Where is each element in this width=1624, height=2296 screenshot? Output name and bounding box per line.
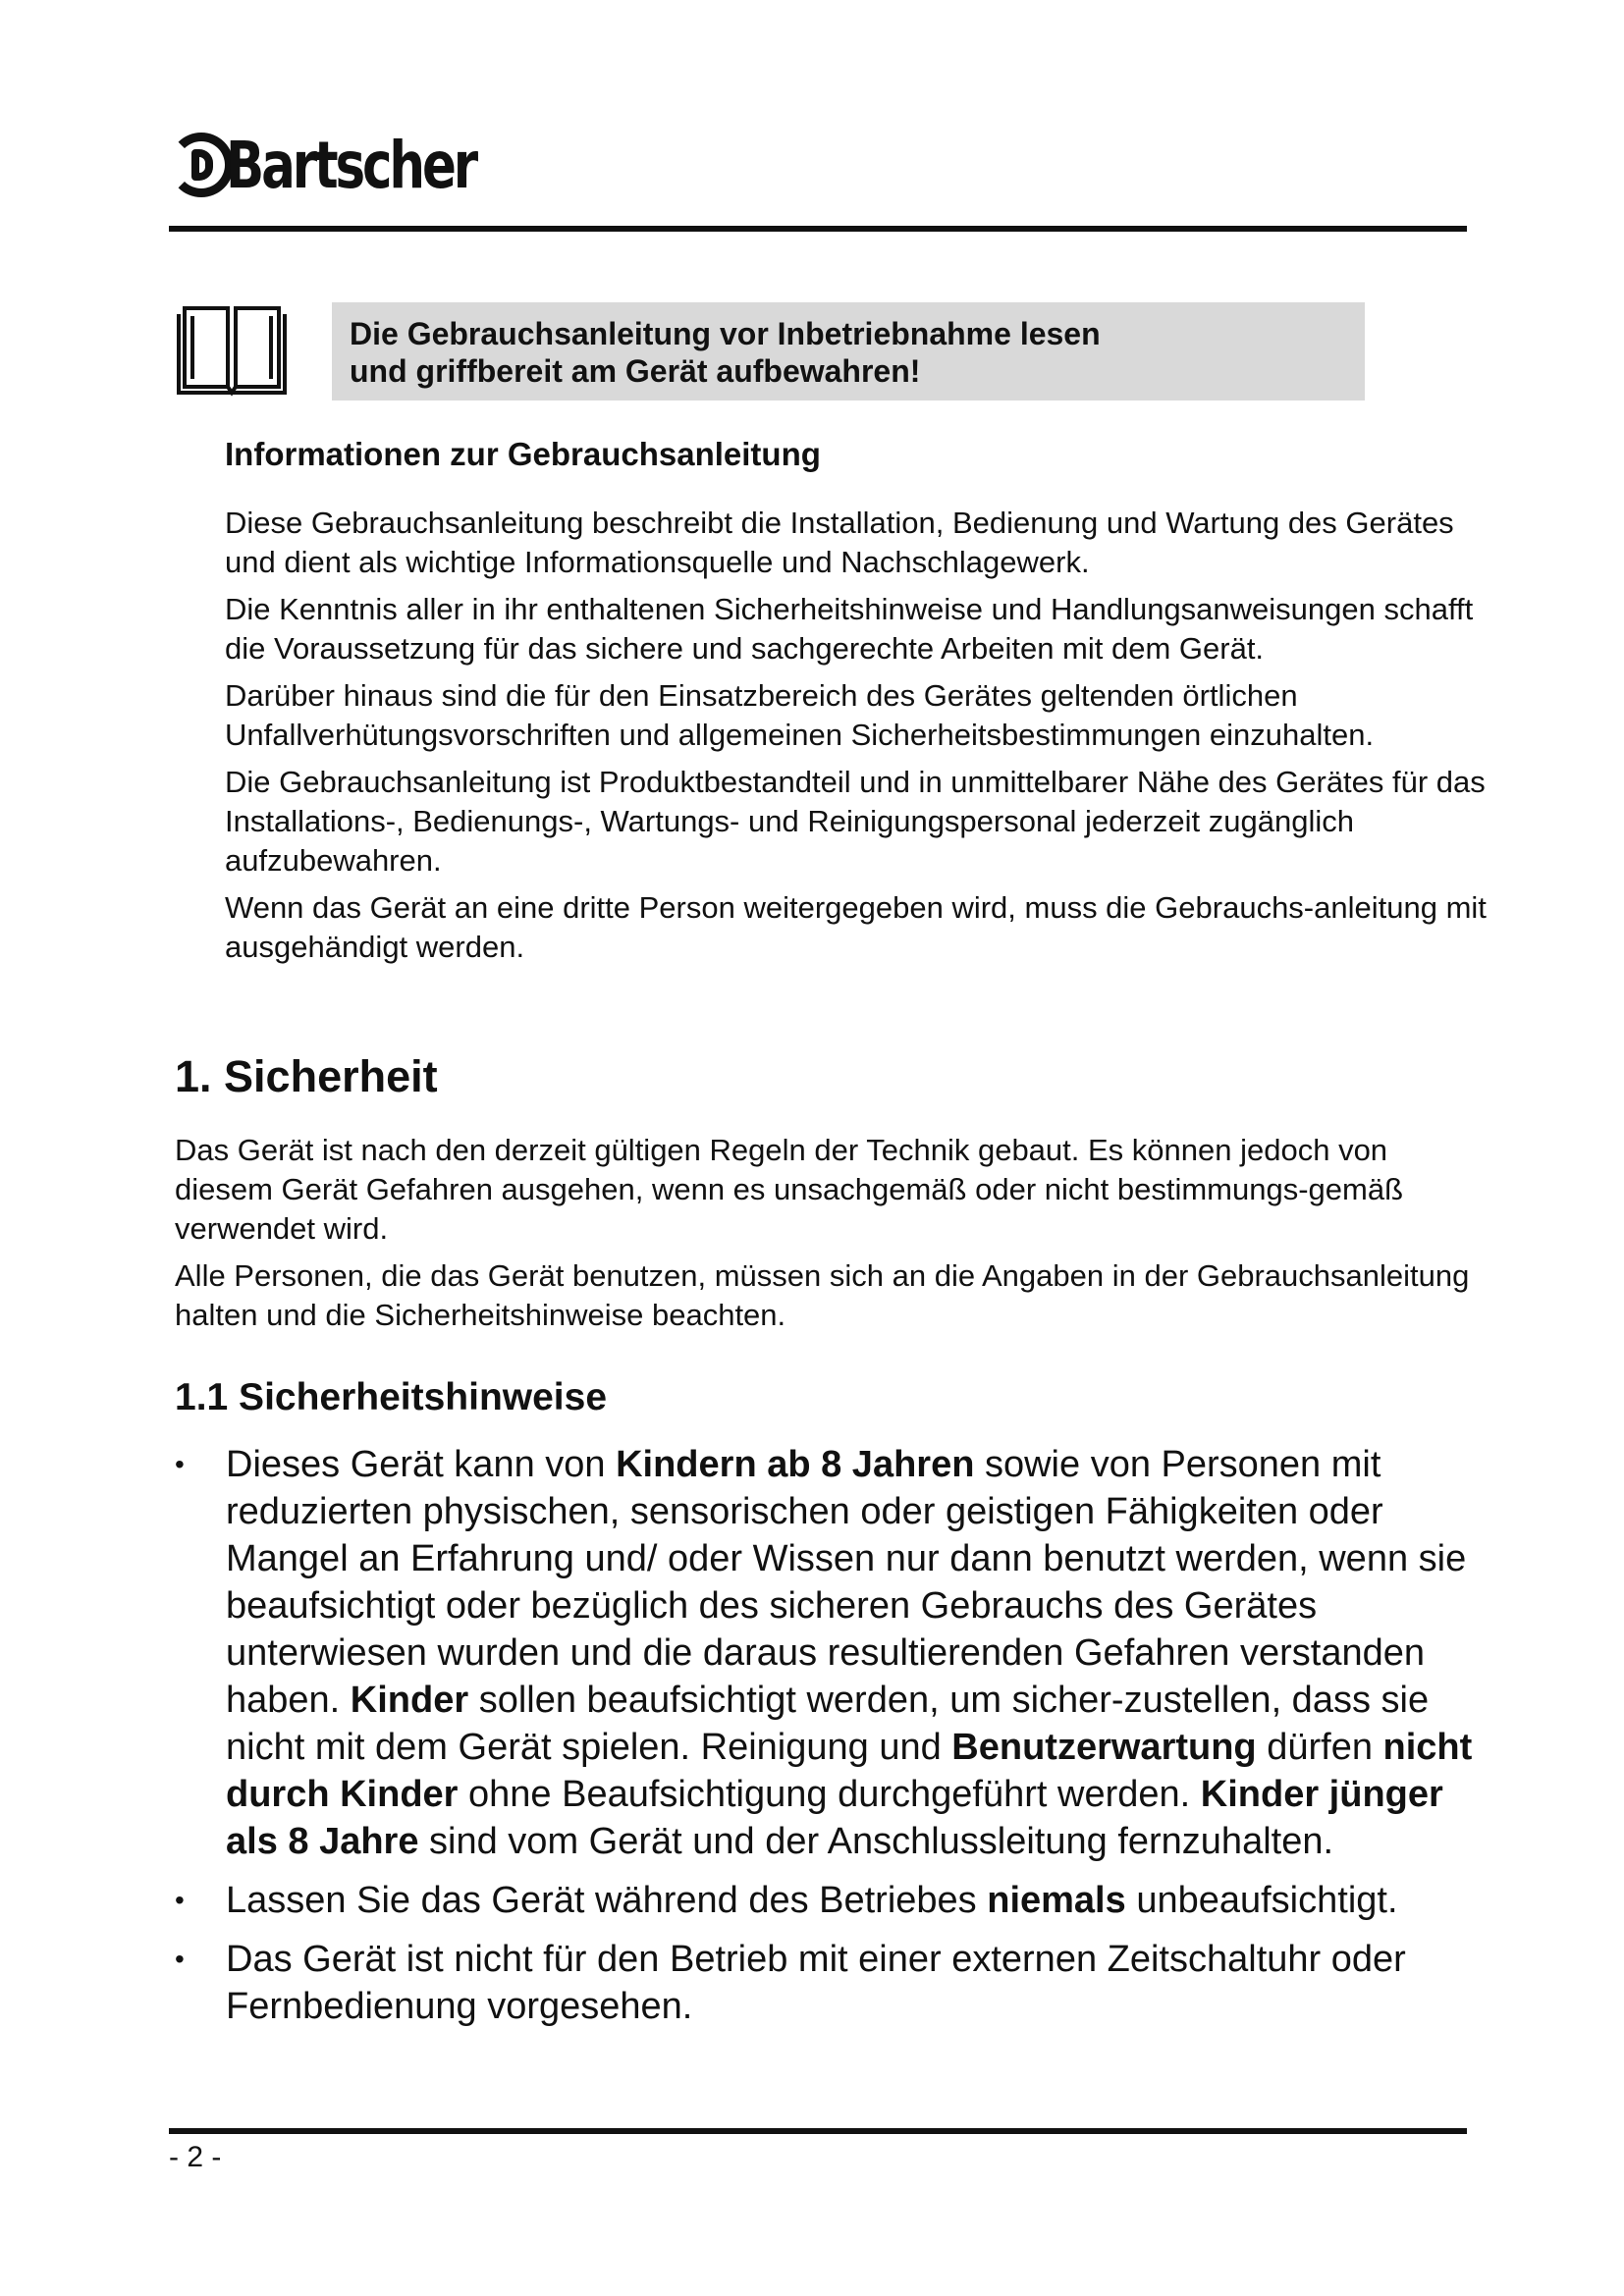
page-number: - 2 - xyxy=(169,2141,222,2173)
info-paragraph: Diese Gebrauchsanleitung beschreibt die Installation, Bedienung und Wartung des Gerätes und dient als wichtige Informationsquelle und Nachschlagewerk. xyxy=(225,506,1454,579)
brand-logo xyxy=(169,116,546,214)
section-safety xyxy=(175,1050,1490,1343)
info-heading: Informationen zur Gebrauchsanleitung xyxy=(225,436,821,472)
list-item xyxy=(175,1936,1490,2030)
header-divider xyxy=(169,226,1467,232)
text-run: Dieses Gerät kann von xyxy=(226,1444,617,1485)
notice-box xyxy=(332,302,1365,400)
notice-line-2: und griffbereit am Gerät aufbewahren! xyxy=(350,353,921,389)
bullet-icon: • xyxy=(175,1885,185,1915)
section-paragraph: Alle Personen, die das Gerät benutzen, müssen sich an die Angaben in der Gebrauchsanleitung halten und die Sicherheitshinweise beachten. xyxy=(175,1258,1470,1332)
list-item xyxy=(175,1877,1490,1924)
text-run: sind vom Gerät und der Anschlussleitung fernzuhalten. xyxy=(418,1821,1334,1862)
section-safety-notes xyxy=(175,1374,1490,2042)
emphasis: nicht durch Kinder xyxy=(226,1727,1473,1815)
section-heading: 1. Sicherheit xyxy=(175,1051,438,1101)
logo-mark-icon xyxy=(169,133,234,197)
text-run: Das Gerät ist nicht für den Betrieb mit einer externen Zeitschaltuhr oder Fernbedienung vorgesehen. xyxy=(226,1939,1406,2027)
subsection-heading: 1.1 Sicherheitshinweise xyxy=(175,1376,608,1418)
bullet-icon: • xyxy=(175,1449,185,1479)
text-run: ohne Beaufsichtigung durchgeführt werden. xyxy=(458,1774,1201,1815)
list-item xyxy=(175,1441,1490,1865)
emphasis: Kinder jünger als 8 Jahre xyxy=(226,1774,1443,1862)
text-run: sowie von Personen mit reduzierten physischen, sensorischen oder geistigen Fähigkeiten oder Mangel an Erfahrung und/ oder Wissen nur dann benutzt werden, wenn sie beaufsichtigt oder bezüglich des sicheren Gebrauchs des Gerätes unterwiesen wurden und die daraus resultierenden Gefahren verstanden haben. xyxy=(226,1444,1467,1721)
bullet-icon: • xyxy=(175,1944,185,1974)
safety-list xyxy=(175,1441,1490,2030)
emphasis: Kindern ab 8 Jahren xyxy=(616,1444,975,1485)
emphasis: Kinder xyxy=(350,1680,469,1721)
notice-line-1: Die Gebrauchsanleitung vor Inbetriebnahme lesen xyxy=(350,316,1101,351)
emphasis: Benutzerwartung xyxy=(951,1727,1257,1768)
info-paragraph: Darüber hinaus sind die für den Einsatzbereich des Gerätes geltenden örtlichen Unfallverhütungsvorschriften und allgemeinen Sicherheitsbestimmungen einzuhalten. xyxy=(225,678,1375,752)
info-paragraph: Wenn das Gerät an eine dritte Person weitergegeben wird, muss die Gebrauchs-anleitung mit ausgehändigt werden. xyxy=(225,890,1487,964)
info-paragraph: Die Gebrauchsanleitung ist Produktbestandteil und in unmittelbarer Nähe des Gerätes für das Installations-, Bedienungs-, Wartungs- und Reinigungspersonal jederzeit zugänglich aufzubewahren. xyxy=(225,765,1486,878)
book-icon xyxy=(173,300,291,399)
section-paragraph: Das Gerät ist nach den derzeit gültigen Regeln der Technik gebaut. Es können jedoch von diesem Gerät Gefahren ausgehen, wenn es unsachgemäß oder nicht bestimmungs-gemäß verwendet wird. xyxy=(175,1133,1404,1246)
footer-divider xyxy=(169,2128,1467,2134)
logo-text: Bartscher xyxy=(226,127,476,203)
text-run: unbeaufsichtigt. xyxy=(1125,1880,1398,1921)
text-run: dürfen xyxy=(1256,1727,1383,1768)
text-run: sollen beaufsichtigt werden, um sicher-zustellen, dass sie nicht mit dem Gerät spielen. Reinigung und xyxy=(226,1680,1430,1768)
info-section xyxy=(225,435,1491,975)
info-paragraph: Die Kenntnis aller in ihr enthaltenen Sicherheitshinweise und Handlungsanweisungen schafft die Voraussetzung für das sichere und sachgerechte Arbeiten mit dem Gerät. xyxy=(225,592,1474,666)
emphasis: niemals xyxy=(987,1880,1126,1921)
text-run: Lassen Sie das Gerät während des Betriebes xyxy=(226,1880,988,1921)
